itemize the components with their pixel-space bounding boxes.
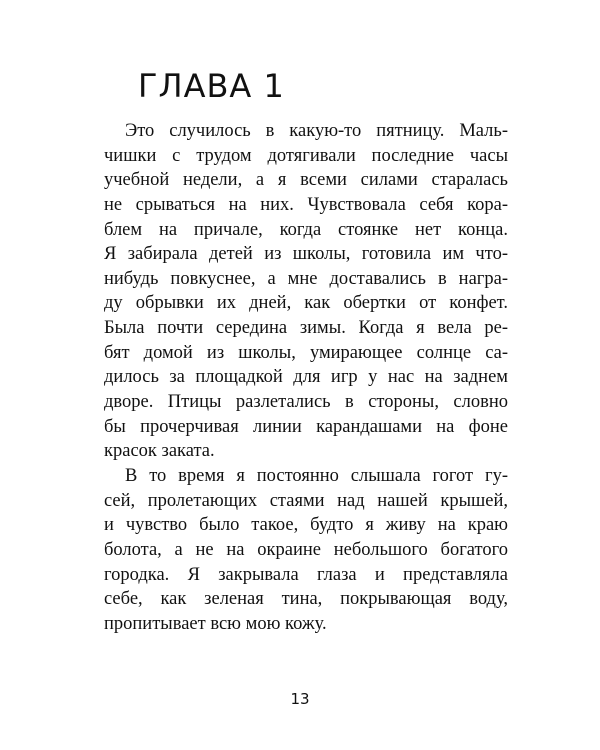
text-line: себе, как зеленая тина, покрывающая воду,: [104, 589, 508, 610]
text-line: красок заката.: [104, 441, 215, 462]
chapter-title: ГЛАВА 1: [138, 67, 285, 105]
text-line: болота, а не на окраине небольшого богатого: [104, 539, 508, 560]
text-line: чишки с трудом дотягивали последние часы: [104, 145, 508, 166]
text-line: Была почти середина зимы. Когда я вела ре-: [104, 318, 508, 339]
page-number: 13: [290, 690, 310, 708]
text-line: и чувство было такое, будто я живу на краю: [104, 515, 508, 536]
text-line: ду обрывки их дней, как обертки от конфет.: [104, 293, 508, 314]
text-line: пропитывает всю мою кожу.: [104, 613, 327, 634]
text-line: Я забирала детей из школы, готовила им что-: [104, 244, 508, 265]
text-line: дворе. Птицы разлетались в стороны, словно: [104, 392, 508, 413]
text-line: сей, пролетающих стаями над нашей крышей,: [104, 490, 508, 511]
text-line: не срываться на них. Чувствовала себя кора-: [104, 194, 508, 215]
text-line: В то время я постоянно слышала гогот гу-: [125, 465, 508, 486]
paragraph-1: [104, 119, 508, 464]
text-line: городка. Я закрывала глаза и представляла: [104, 564, 508, 585]
text-line: блем на причале, когда стоянке нет конца.: [104, 219, 508, 240]
body-text: [104, 119, 508, 636]
text-line: Это случилось в какую-то пятницу. Маль-: [125, 121, 508, 141]
text-line: нибудь повкуснее, а мне доставались в награ-: [104, 268, 508, 289]
text-line: бят домой из школы, умирающее солнце са-: [104, 342, 508, 363]
paragraph-2: [104, 464, 508, 636]
text-line: дилось за площадкой для игр у нас на заднем: [104, 367, 508, 388]
text-line: учебной недели, а я всеми силами старалась: [104, 170, 508, 191]
text-line: бы прочерчивая линии карандашами на фоне: [104, 416, 508, 437]
